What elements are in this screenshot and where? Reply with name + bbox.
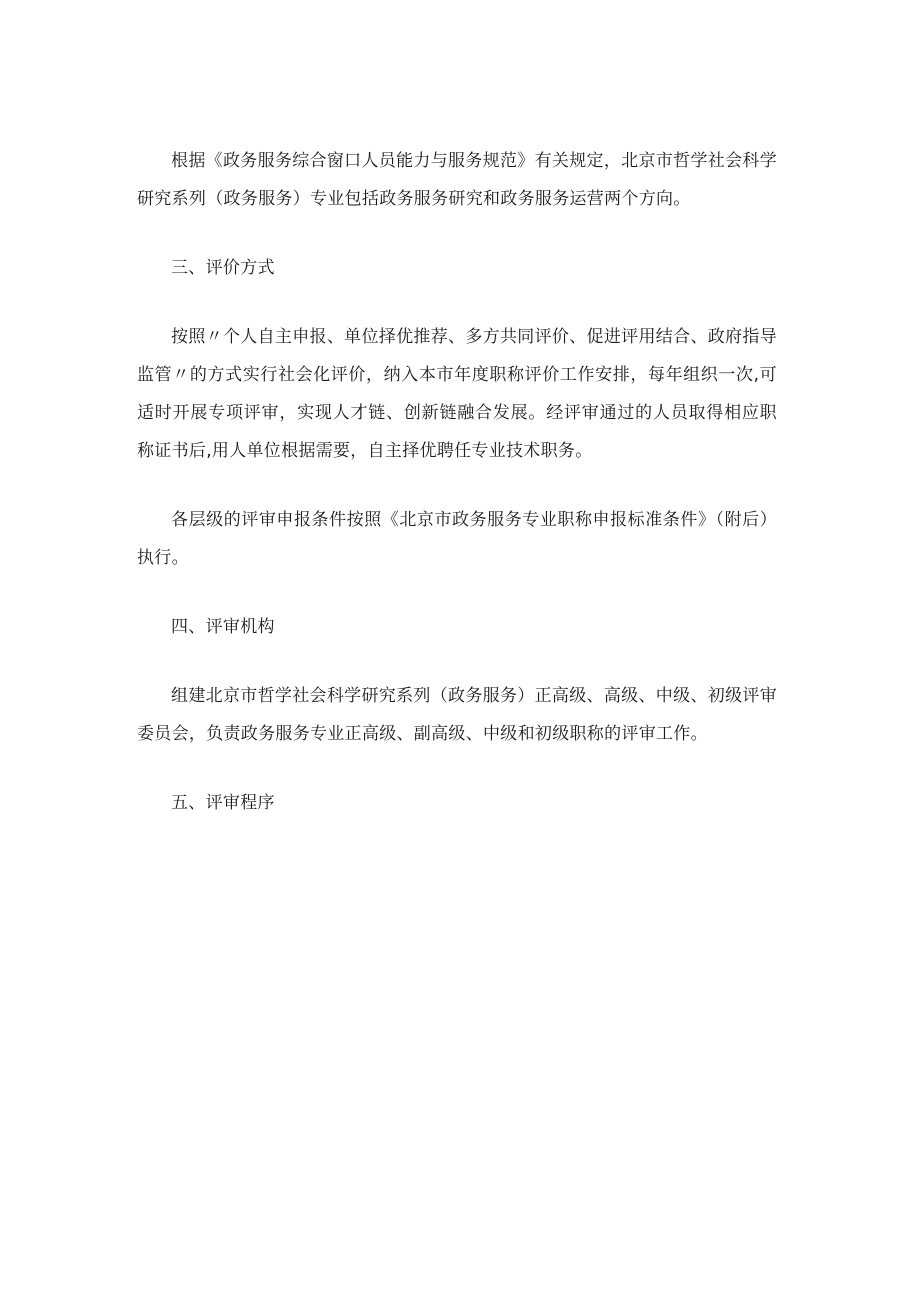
paragraph-review-body: 组建北京市哲学社会科学研究系列（政务服务）正高级、高级、中级、初级评审委员会，负责政务服务专业正高级、副高级、中级和初级职称的评审工作。 [137, 686, 777, 744]
heading-evaluation-method: 三、评价方式 [171, 258, 275, 278]
document-body [137, 142, 777, 822]
heading-review-body: 四、评审机构 [171, 617, 275, 637]
paragraph-evaluation-method: 按照〃个人自主申报、单位择优推荐、多方共同评价、促进评用结合、政府指导监管〃的方式实行社会化评价，纳入本市年度职称评价工作安排，每年组织一次,可适时开展专项评审，实现人才链、创新链融合发展。经评审通过的人员取得相应职称证书后,用人单位根据需要，自主择优聘任专业技术职务。 [137, 327, 777, 461]
heading-review-procedure: 五、评审程序 [171, 793, 275, 813]
paragraph-specialty-scope: 根据《政务服务综合窗口人员能力与服务规范》有关规定，北京市哲学社会科学研究系列（政务服务）专业包括政务服务研究和政务服务运营两个方向。 [137, 151, 777, 209]
paragraph-application-conditions: 各层级的评审申报条件按照《北京市政务服务专业职称申报标准条件》（附后）执行。 [137, 510, 777, 568]
